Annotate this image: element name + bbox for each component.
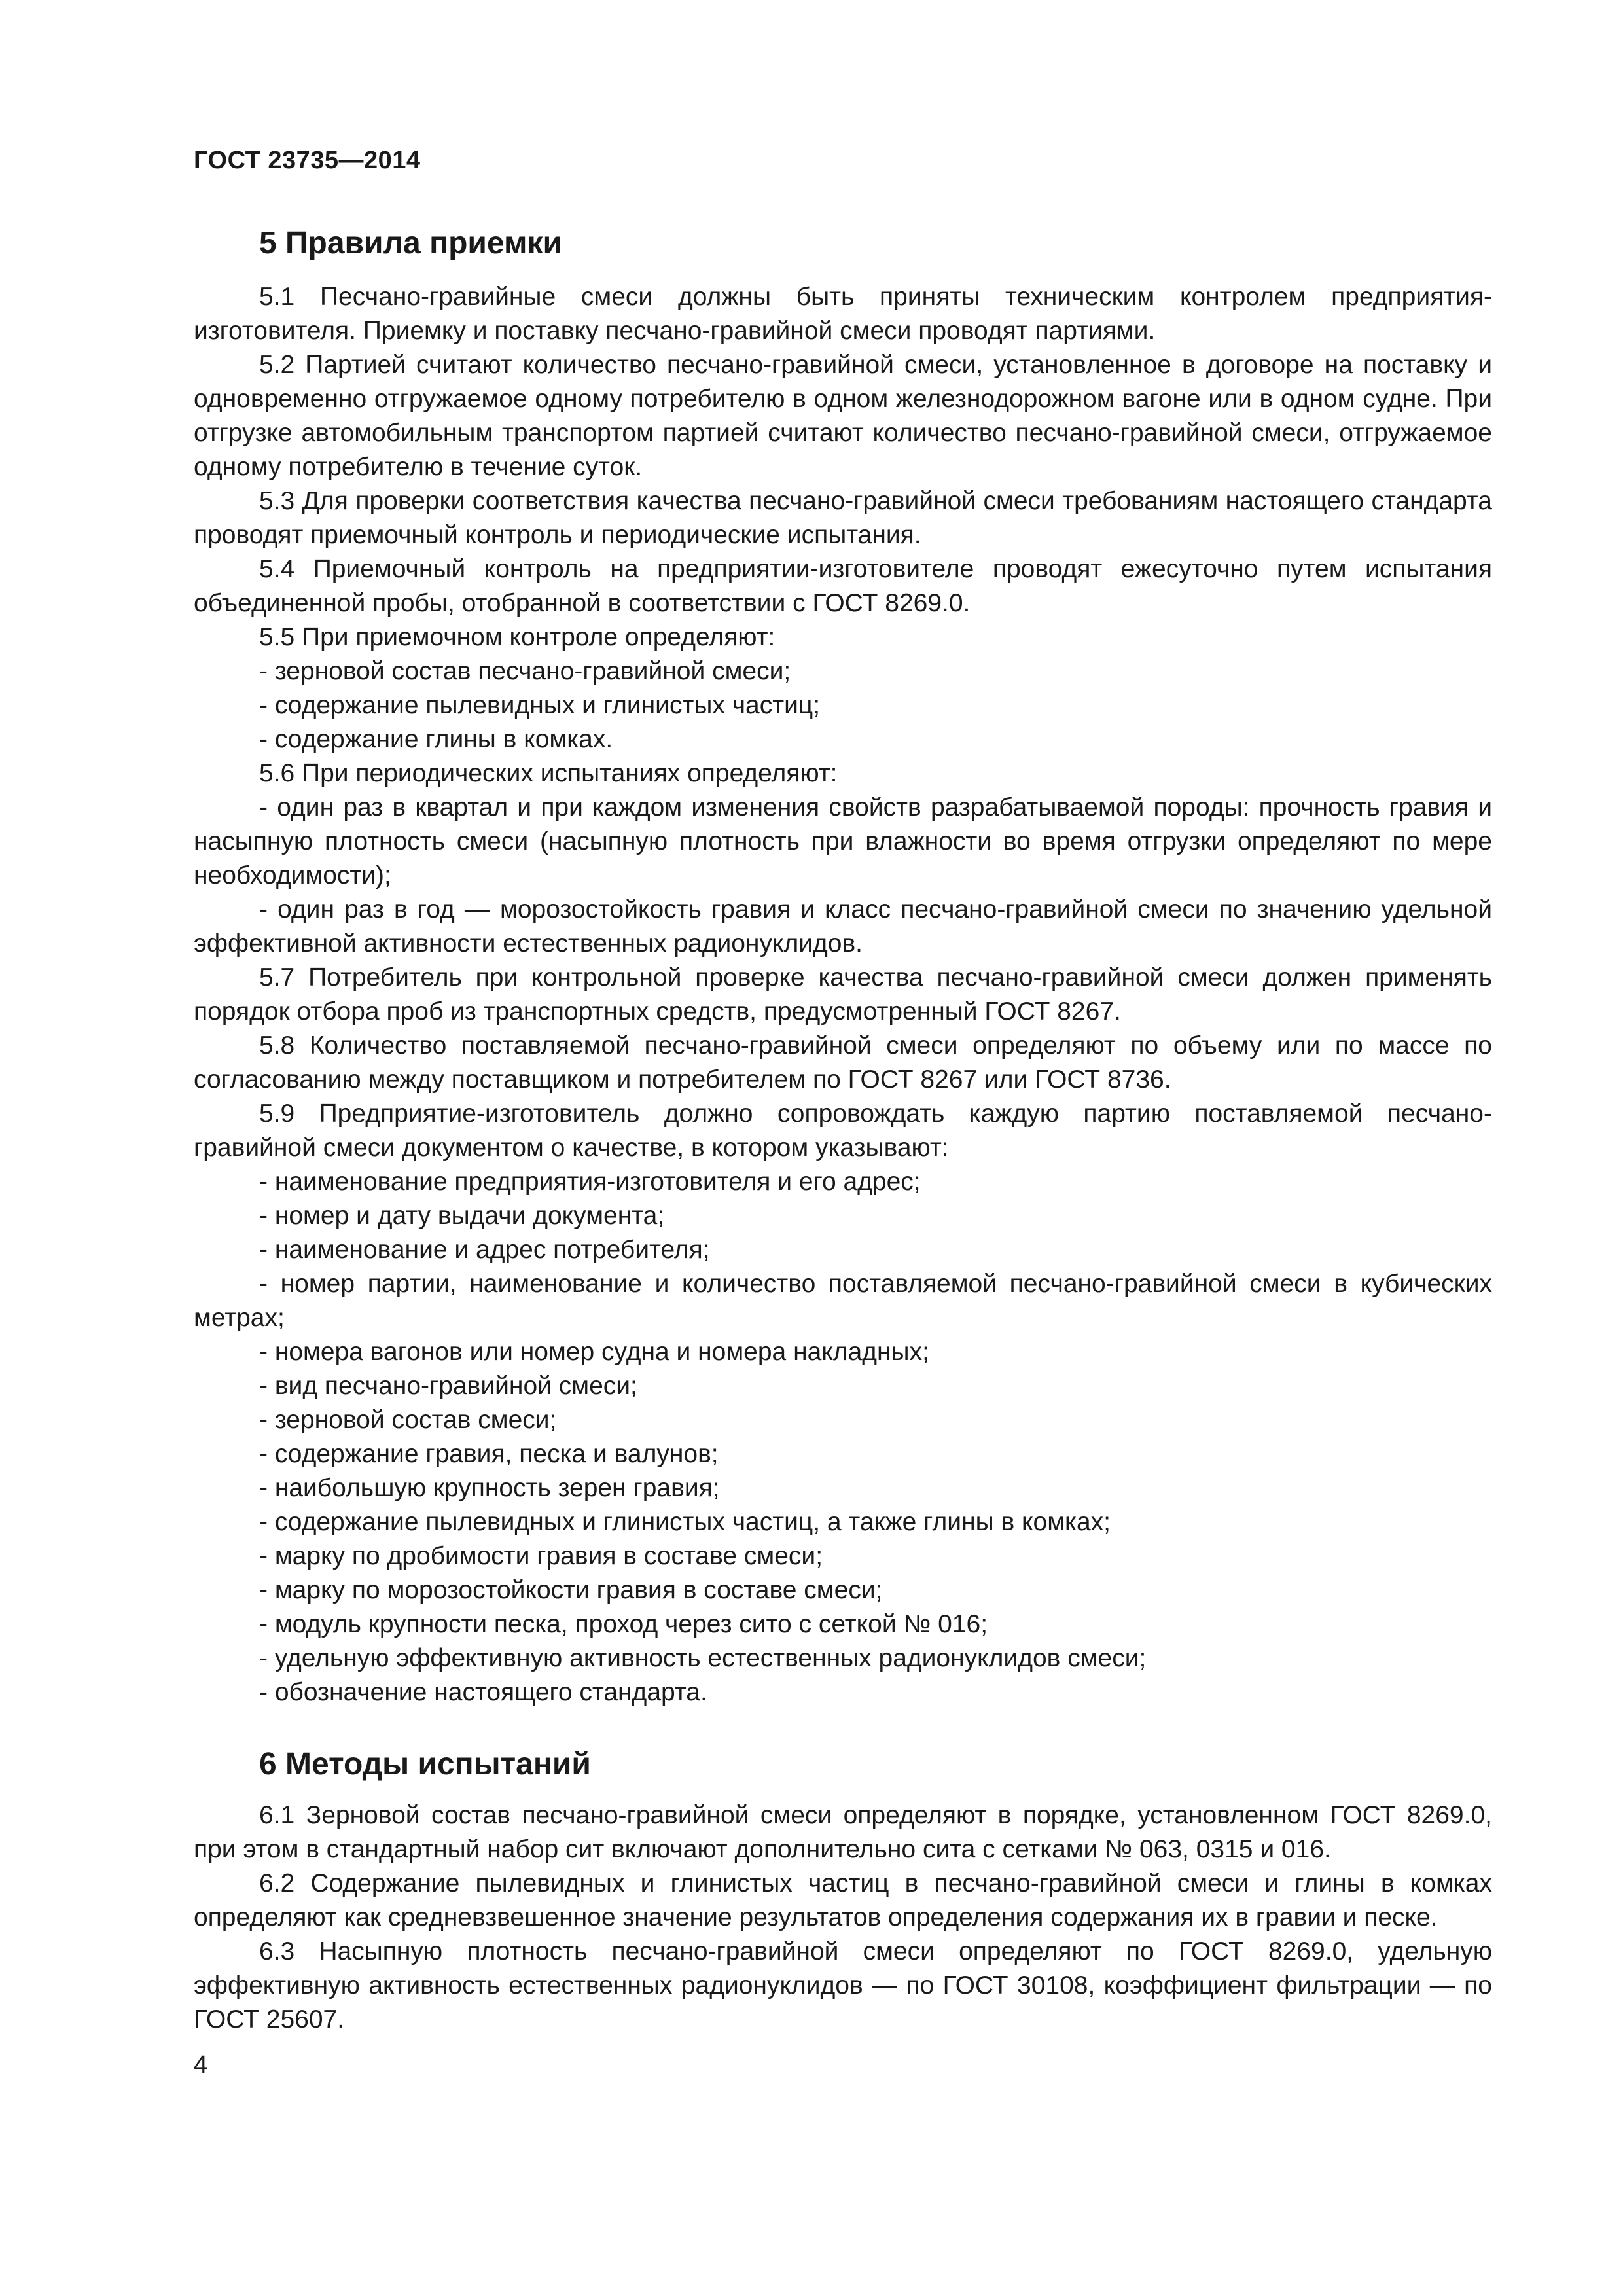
- paragraph-5-1: 5.1 Песчано-гравийные смеси должны быть приняты техническим контролем предприятия-изготовителя. Приемку и поставку песчано-гравийной смеси проводят партиями.: [194, 283, 1492, 345]
- list-item: - содержание гравия, песка и валунов;: [259, 1440, 719, 1468]
- paragraph-5-9: 5.9 Предприятие-изготовитель должно сопровождать каждую партию поставляемой песчано-гравийной смеси документом о качестве, в котором указывают:: [194, 1100, 1492, 1162]
- list-item: - зерновой состав смеси;: [259, 1406, 557, 1434]
- paragraph-5-4: 5.4 Приемочный контроль на предприятии-изготовителе проводят ежесуточно путем испытания объединенной пробы, отобранной в соответствии с ГОСТ 8269.0.: [194, 555, 1492, 617]
- paragraph-6-2: 6.2 Содержание пылевидных и глинистых частиц в песчано-гравийной смеси и глины в комках определяют как средневзвешенное значение результатов определения содержания их в гравии и песке.: [194, 1869, 1492, 1931]
- list-item: - номер и дату выдачи документа;: [259, 1202, 665, 1230]
- paragraph-5-5: 5.5 При приемочном контроле определяют:: [259, 623, 776, 651]
- section-6-title: 6 Методы испытаний: [259, 1747, 591, 1782]
- list-item: - вид песчано-гравийной смеси;: [259, 1372, 637, 1400]
- paragraph-5-8: 5.8 Количество поставляемой песчано-гравийной смеси определяют по объему или по массе по согласованию между поставщиком и потребителем по ГОСТ 8267 или ГОСТ 8736.: [194, 1031, 1492, 1094]
- document-code: ГОСТ 23735—2014: [194, 147, 421, 174]
- list-item: - один раз в год — морозостойкость гравия и класс песчано-гравийной смеси по значению удельной эффективной активности естественных радионуклидов.: [194, 895, 1492, 958]
- document-body: [194, 216, 1492, 2037]
- paragraph-5-2: 5.2 Партией считают количество песчано-гравийной смеси, установленное в договоре на поставку и одновременно отгружаемое одному потребителю в одном железнодорожном вагоне или в одном судне. При отгрузке автомобильным транспортом партией считают количество песчано-гравийной смеси, отгружаемое одному потребителю в течение суток.: [194, 351, 1492, 481]
- list-item: - марку по морозостойкости гравия в составе смеси;: [259, 1576, 883, 1604]
- paragraph-5-3: 5.3 Для проверки соответствия качества песчано-гравийной смеси требованиям настоящего стандарта проводят приемочный контроль и периодические испытания.: [194, 487, 1492, 549]
- list-item: - обозначение настоящего стандарта.: [259, 1678, 707, 1706]
- list-item: - наименование предприятия-изготовителя и его адрес;: [259, 1168, 921, 1196]
- list-item: - модуль крупности песка, проход через сито с сеткой № 016;: [259, 1610, 988, 1638]
- list-item: - содержание пылевидных и глинистых частиц;: [259, 691, 821, 719]
- section-5-title: 5 Правила приемки: [259, 226, 563, 260]
- list-item: - один раз в квартал и при каждом изменения свойств разрабатываемой породы: прочность гравия и насыпную плотность смеси (насыпную плотность при влажности во время отгрузки определяют по мере необходимости);: [194, 793, 1492, 889]
- list-item: - содержание пылевидных и глинистых частиц, а также глины в комках;: [259, 1508, 1111, 1536]
- list-item: - наименование и адрес потребителя;: [259, 1236, 710, 1264]
- list-item: - марку по дробимости гравия в составе смеси;: [259, 1542, 823, 1570]
- section-5-body: [194, 280, 1492, 1710]
- list-item: - удельную эффективную активность естественных радионуклидов смеси;: [259, 1644, 1147, 1672]
- page-number: 4: [194, 2051, 208, 2079]
- list-item: - содержание глины в комках.: [259, 725, 613, 753]
- list-item: - зерновой состав песчано-гравийной смеси;: [259, 657, 791, 685]
- list-item: - наибольшую крупность зерен гравия;: [259, 1474, 720, 1502]
- list-item: - номер партии, наименование и количество поставляемой песчано-гравийной смеси в кубических метрах;: [194, 1270, 1492, 1332]
- section-6-body: [194, 1799, 1492, 2037]
- paragraph-6-3: 6.3 Насыпную плотность песчано-гравийной смеси определяют по ГОСТ 8269.0, удельную эффективную активность естественных радионуклидов — по ГОСТ 30108, коэффициент фильтрации — по ГОСТ 25607.: [194, 1937, 1492, 2034]
- list-item: - номера вагонов или номер судна и номера накладных;: [259, 1338, 929, 1366]
- paragraph-5-6: 5.6 При периодических испытаниях определяют:: [259, 759, 838, 787]
- paragraph-6-1: 6.1 Зерновой состав песчано-гравийной смеси определяют в порядке, установленном ГОСТ 8269.0, при этом в стандартный набор сит включают дополнительно сита с сетками № 063, 0315 и 016.: [194, 1801, 1492, 1863]
- paragraph-5-7: 5.7 Потребитель при контрольной проверке качества песчано-гравийной смеси должен применять порядок отбора проб из транспортных средств, предусмотренный ГОСТ 8267.: [194, 963, 1492, 1026]
